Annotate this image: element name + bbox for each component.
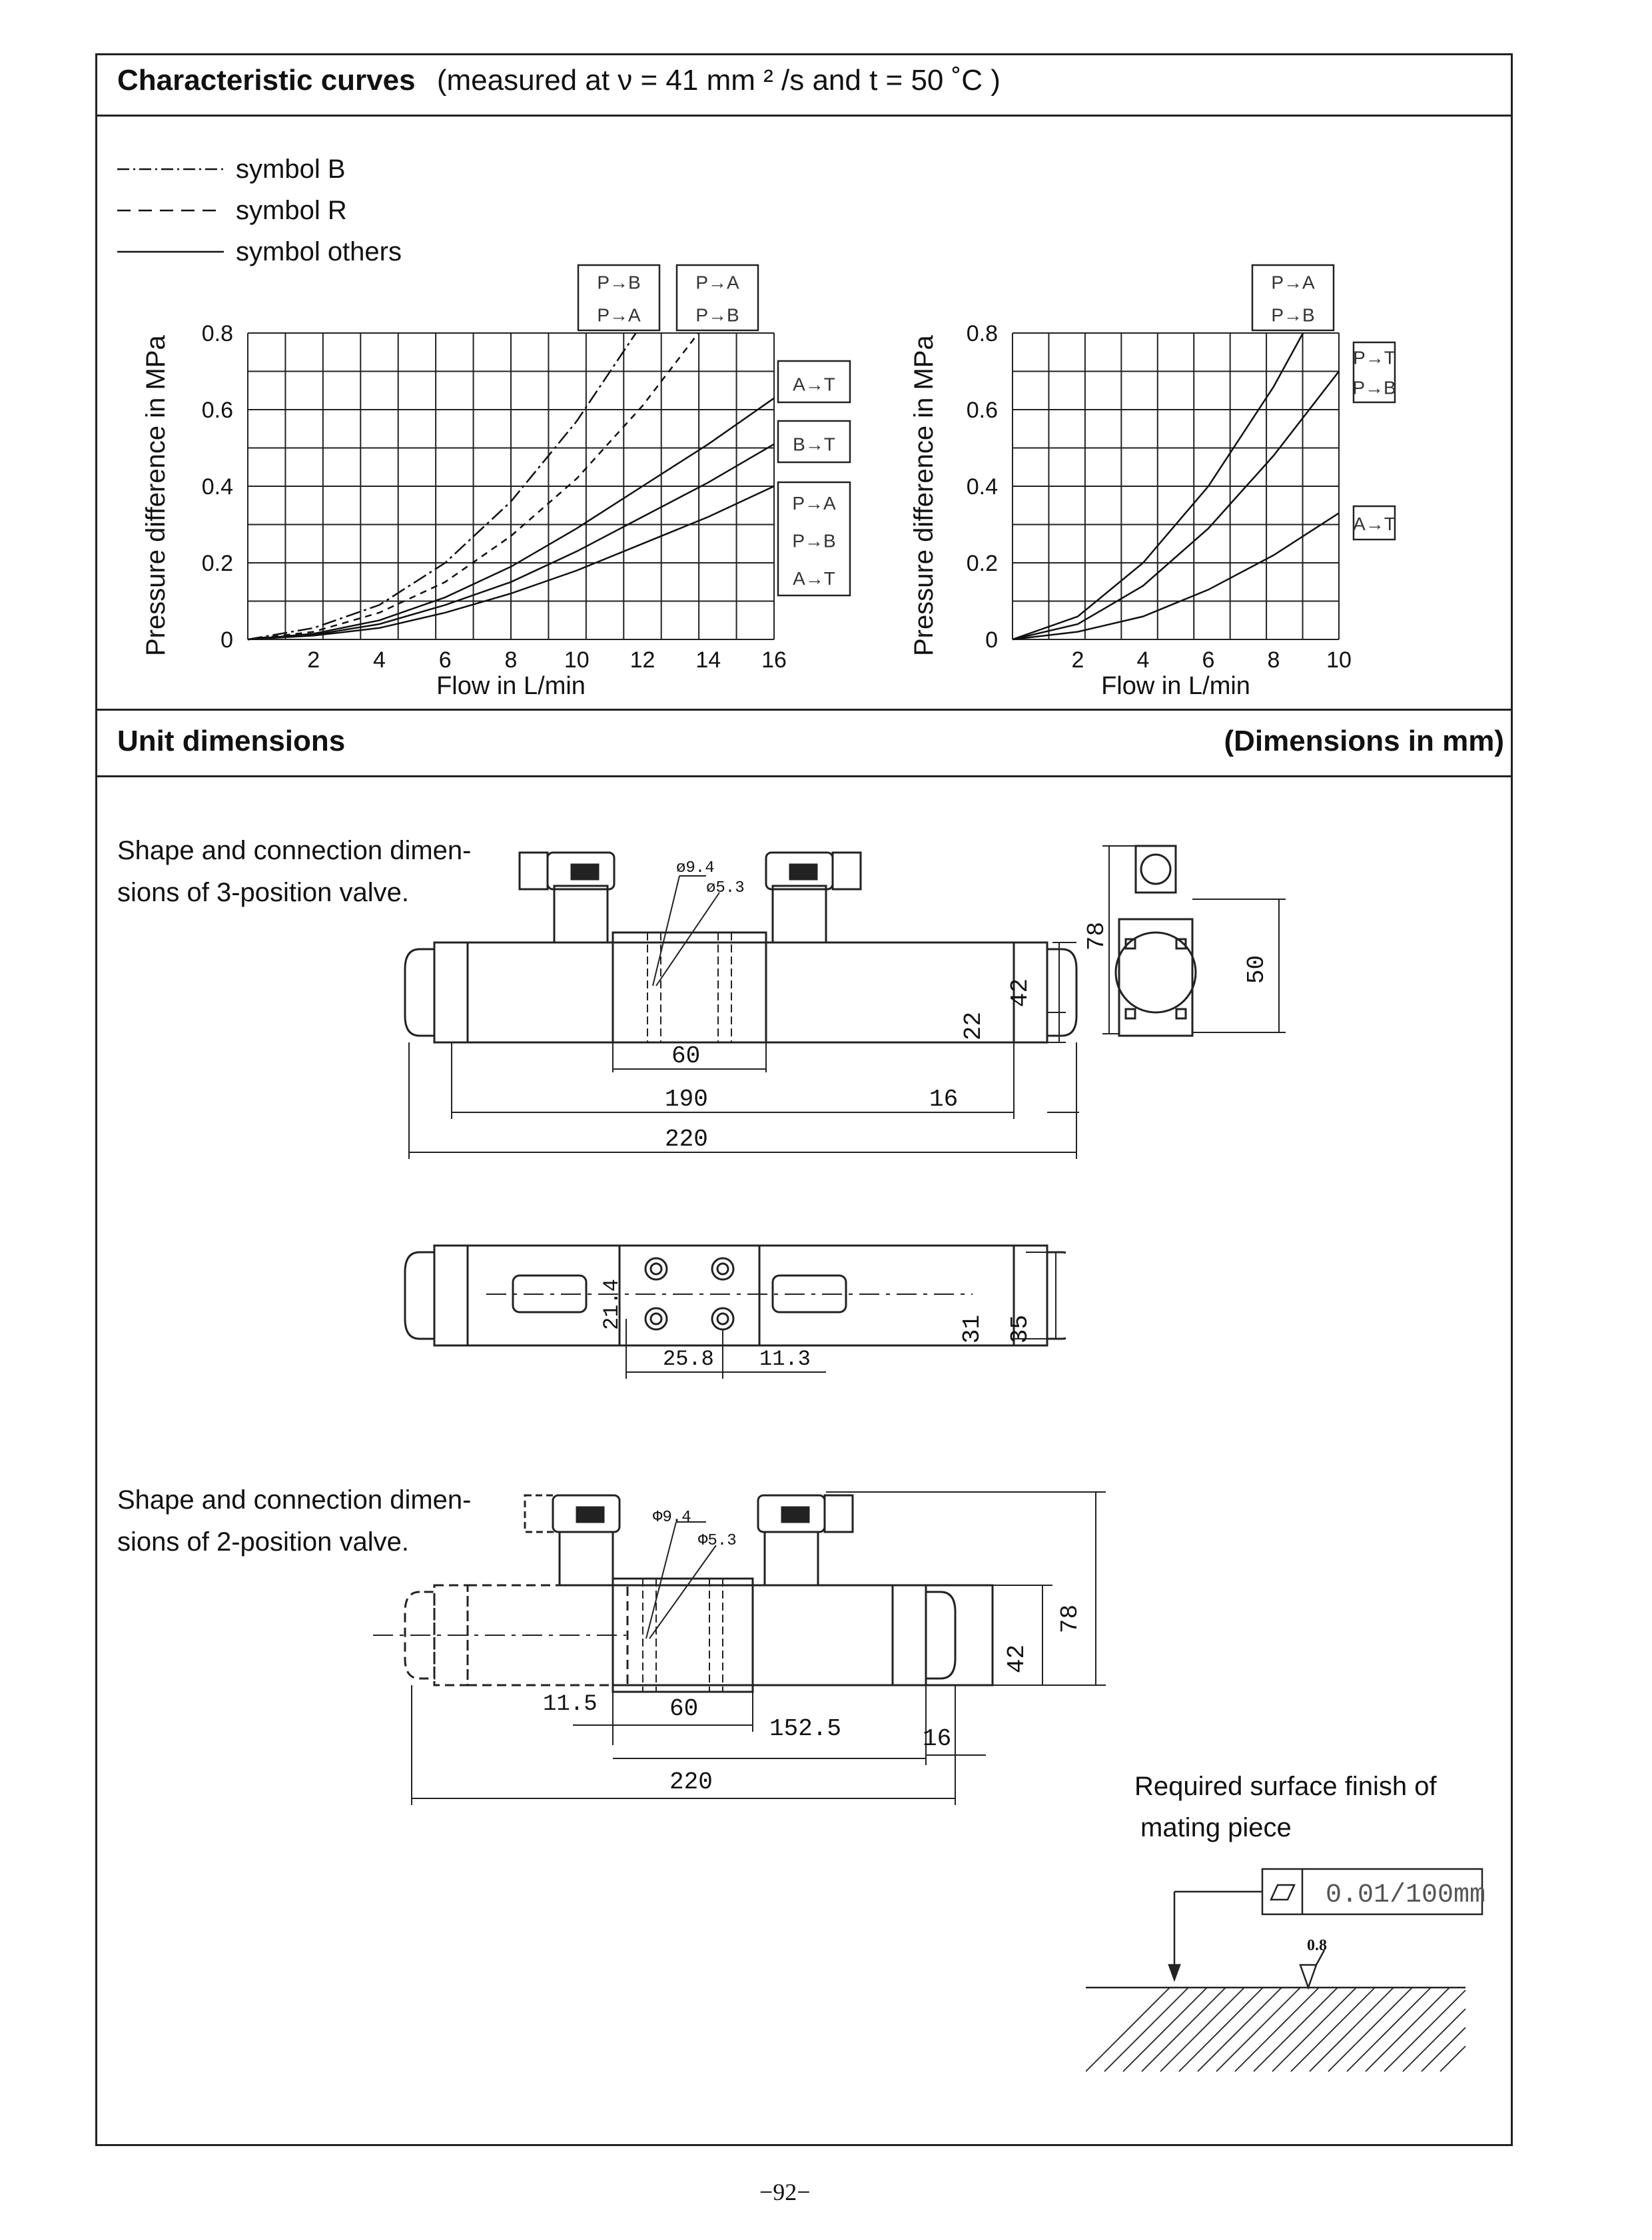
annotation-text: A→T (793, 568, 835, 589)
x-tick-label: 16 (761, 647, 787, 673)
dim-60: 60 (671, 1042, 701, 1070)
dim-11-3: 11.3 (759, 1347, 811, 1371)
section-header-dimensions (117, 725, 345, 758)
divider (95, 709, 1513, 711)
x-tick-label: 10 (564, 647, 590, 673)
flatness-icon (1271, 1885, 1294, 1900)
caption-3pos-line1: Shape and connection dimen- (117, 836, 472, 865)
dim-phi-9-4: Φ9.4 (653, 1509, 691, 1527)
connector-right (773, 886, 826, 942)
y-tick-label: 0.6 (201, 398, 233, 423)
chart1-ylabel: Pressure difference in MPa (141, 335, 171, 656)
annotation-text: A→T (793, 374, 835, 395)
dim-21-4: 21.4 (599, 1279, 624, 1330)
y-tick-label: 0.8 (201, 321, 233, 346)
surface-finish-title-1: Required surface finish of (1134, 1772, 1437, 1801)
divider (95, 775, 1513, 777)
drawing-3pos-top (400, 1239, 1066, 1385)
annotation-text: A→T (1353, 514, 1396, 534)
dim-50: 50 (1243, 954, 1271, 984)
dim-152-5: 152.5 (769, 1715, 842, 1742)
annotation-box (1353, 506, 1396, 540)
series-line (1013, 513, 1339, 639)
annotation-text: P→B (695, 304, 739, 326)
annotation-text: P→A (597, 304, 641, 326)
annotation-text: P→A (1271, 272, 1315, 293)
dim-phi-5-3: Φ5.3 (698, 1532, 737, 1550)
chart-right (959, 260, 1426, 699)
annotation-box (778, 361, 850, 402)
y-tick-label: 0.2 (201, 551, 233, 576)
end-cap-left (405, 949, 434, 1036)
plug-left (520, 853, 548, 889)
annotation-text: P→B (1271, 304, 1315, 326)
section-title: Unit dimensions (117, 725, 346, 757)
annotation-box (778, 421, 850, 462)
measurement-note: (measured at ν = 41 mm ² /s and t = 50 ˚C ) (436, 64, 1001, 97)
x-axis-label: Flow in L/min (1101, 672, 1250, 699)
dim-78: 78 (1083, 921, 1111, 951)
tolerance-value: 0.01/100mm (1326, 1880, 1486, 1910)
annotation-text: P→T (1353, 347, 1396, 368)
dim-dia-9-4: ø9.4 (676, 859, 715, 877)
center-block (613, 933, 766, 1042)
surface-finish-title-2: mating piece (1140, 1813, 1292, 1842)
end-cap-right (1047, 949, 1076, 1036)
x-tick-label: 10 (1326, 647, 1352, 673)
dim-11-5: 11.5 (543, 1692, 598, 1717)
connector-left (554, 886, 608, 942)
dim-35: 35 (1007, 1314, 1034, 1344)
dim-42: 42 (1003, 1644, 1031, 1674)
dim-dia-5-3: ø5.3 (706, 879, 745, 897)
drawing-3pos-side (1099, 839, 1299, 1039)
annotation-box (1252, 265, 1334, 330)
chart2-ylabel: Pressure difference in MPa (909, 335, 939, 656)
x-tick-label: 2 (1071, 647, 1084, 673)
dim-16: 16 (929, 1086, 959, 1113)
annotation-box (1352, 342, 1396, 402)
dim-16: 16 (923, 1725, 952, 1752)
series-line (1013, 372, 1339, 640)
y-tick-label: 0.2 (966, 551, 998, 576)
y-tick-label: 0.8 (966, 321, 998, 346)
y-tick-label: 0.4 (201, 474, 233, 500)
label-icon (790, 865, 817, 879)
dim-25-8: 25.8 (663, 1347, 714, 1371)
y-tick-label: 0.6 (966, 398, 998, 423)
annotation-text: P→A (792, 492, 836, 514)
dim-31: 31 (959, 1314, 987, 1344)
x-tick-label: 6 (438, 647, 452, 673)
dim-60: 60 (669, 1695, 699, 1722)
annotation-text: P→B (1352, 377, 1396, 398)
x-tick-label: 8 (504, 647, 518, 673)
x-tick-label: 14 (695, 647, 721, 673)
chart-left (200, 260, 866, 699)
x-tick-label: 2 (307, 647, 320, 673)
label-icon (572, 865, 598, 879)
annotation-box (578, 265, 659, 330)
legend-label: symbol B (236, 154, 346, 184)
x-tick-label: 12 (629, 647, 655, 673)
x-tick-label: 4 (1136, 647, 1150, 673)
unit-note: (Dimensions in mm) (1224, 725, 1504, 757)
dim-22: 22 (960, 1011, 988, 1041)
dim-78: 78 (1056, 1604, 1084, 1634)
annotation-text: P→B (597, 272, 641, 293)
caption-2pos-line2: sions of 2-position valve. (117, 1527, 410, 1557)
y-tick-label: 0 (220, 627, 233, 653)
legend-item-b (117, 149, 346, 189)
x-axis-label: Flow in L/min (436, 672, 586, 699)
dim-42: 42 (1007, 978, 1034, 1008)
coil-end-left (434, 942, 468, 1042)
dim-190: 190 (665, 1086, 708, 1113)
legend-item-r (117, 190, 347, 230)
plug-right (833, 853, 861, 889)
dim-220: 220 (669, 1768, 713, 1796)
x-tick-label: 4 (373, 647, 386, 673)
y-tick-label: 0 (985, 627, 998, 653)
x-tick-label: 8 (1267, 647, 1280, 673)
caption-2pos-line1: Shape and connection dimen- (117, 1485, 472, 1515)
section-title: Characteristic curves (117, 64, 416, 97)
dimensions-unit-note (1224, 725, 1505, 758)
annotation-text: P→A (695, 272, 739, 293)
roughness-value: 0.8 (1307, 1937, 1327, 1954)
legend-label: symbol R (236, 195, 347, 225)
valve-body (468, 942, 1014, 1042)
page-number: −92− (759, 2179, 811, 2205)
x-tick-label: 6 (1202, 647, 1215, 673)
annotation-box (778, 482, 850, 595)
annotation-text: P→B (792, 530, 836, 552)
divider (95, 115, 1513, 117)
y-tick-label: 0.4 (966, 474, 998, 500)
roughness-symbol (1300, 1965, 1316, 1988)
annotation-text: B→T (793, 434, 835, 455)
dashed-line-icon (117, 207, 224, 214)
dim-220: 220 (665, 1126, 708, 1153)
caption-3pos-line2: sions of 3-position valve. (117, 878, 410, 907)
legend-label: symbol others (236, 236, 402, 266)
dash-dot-line-icon (117, 166, 224, 173)
solid-line-icon (117, 248, 224, 255)
annotation-box (677, 265, 758, 330)
section-header-characteristic (117, 64, 1001, 97)
